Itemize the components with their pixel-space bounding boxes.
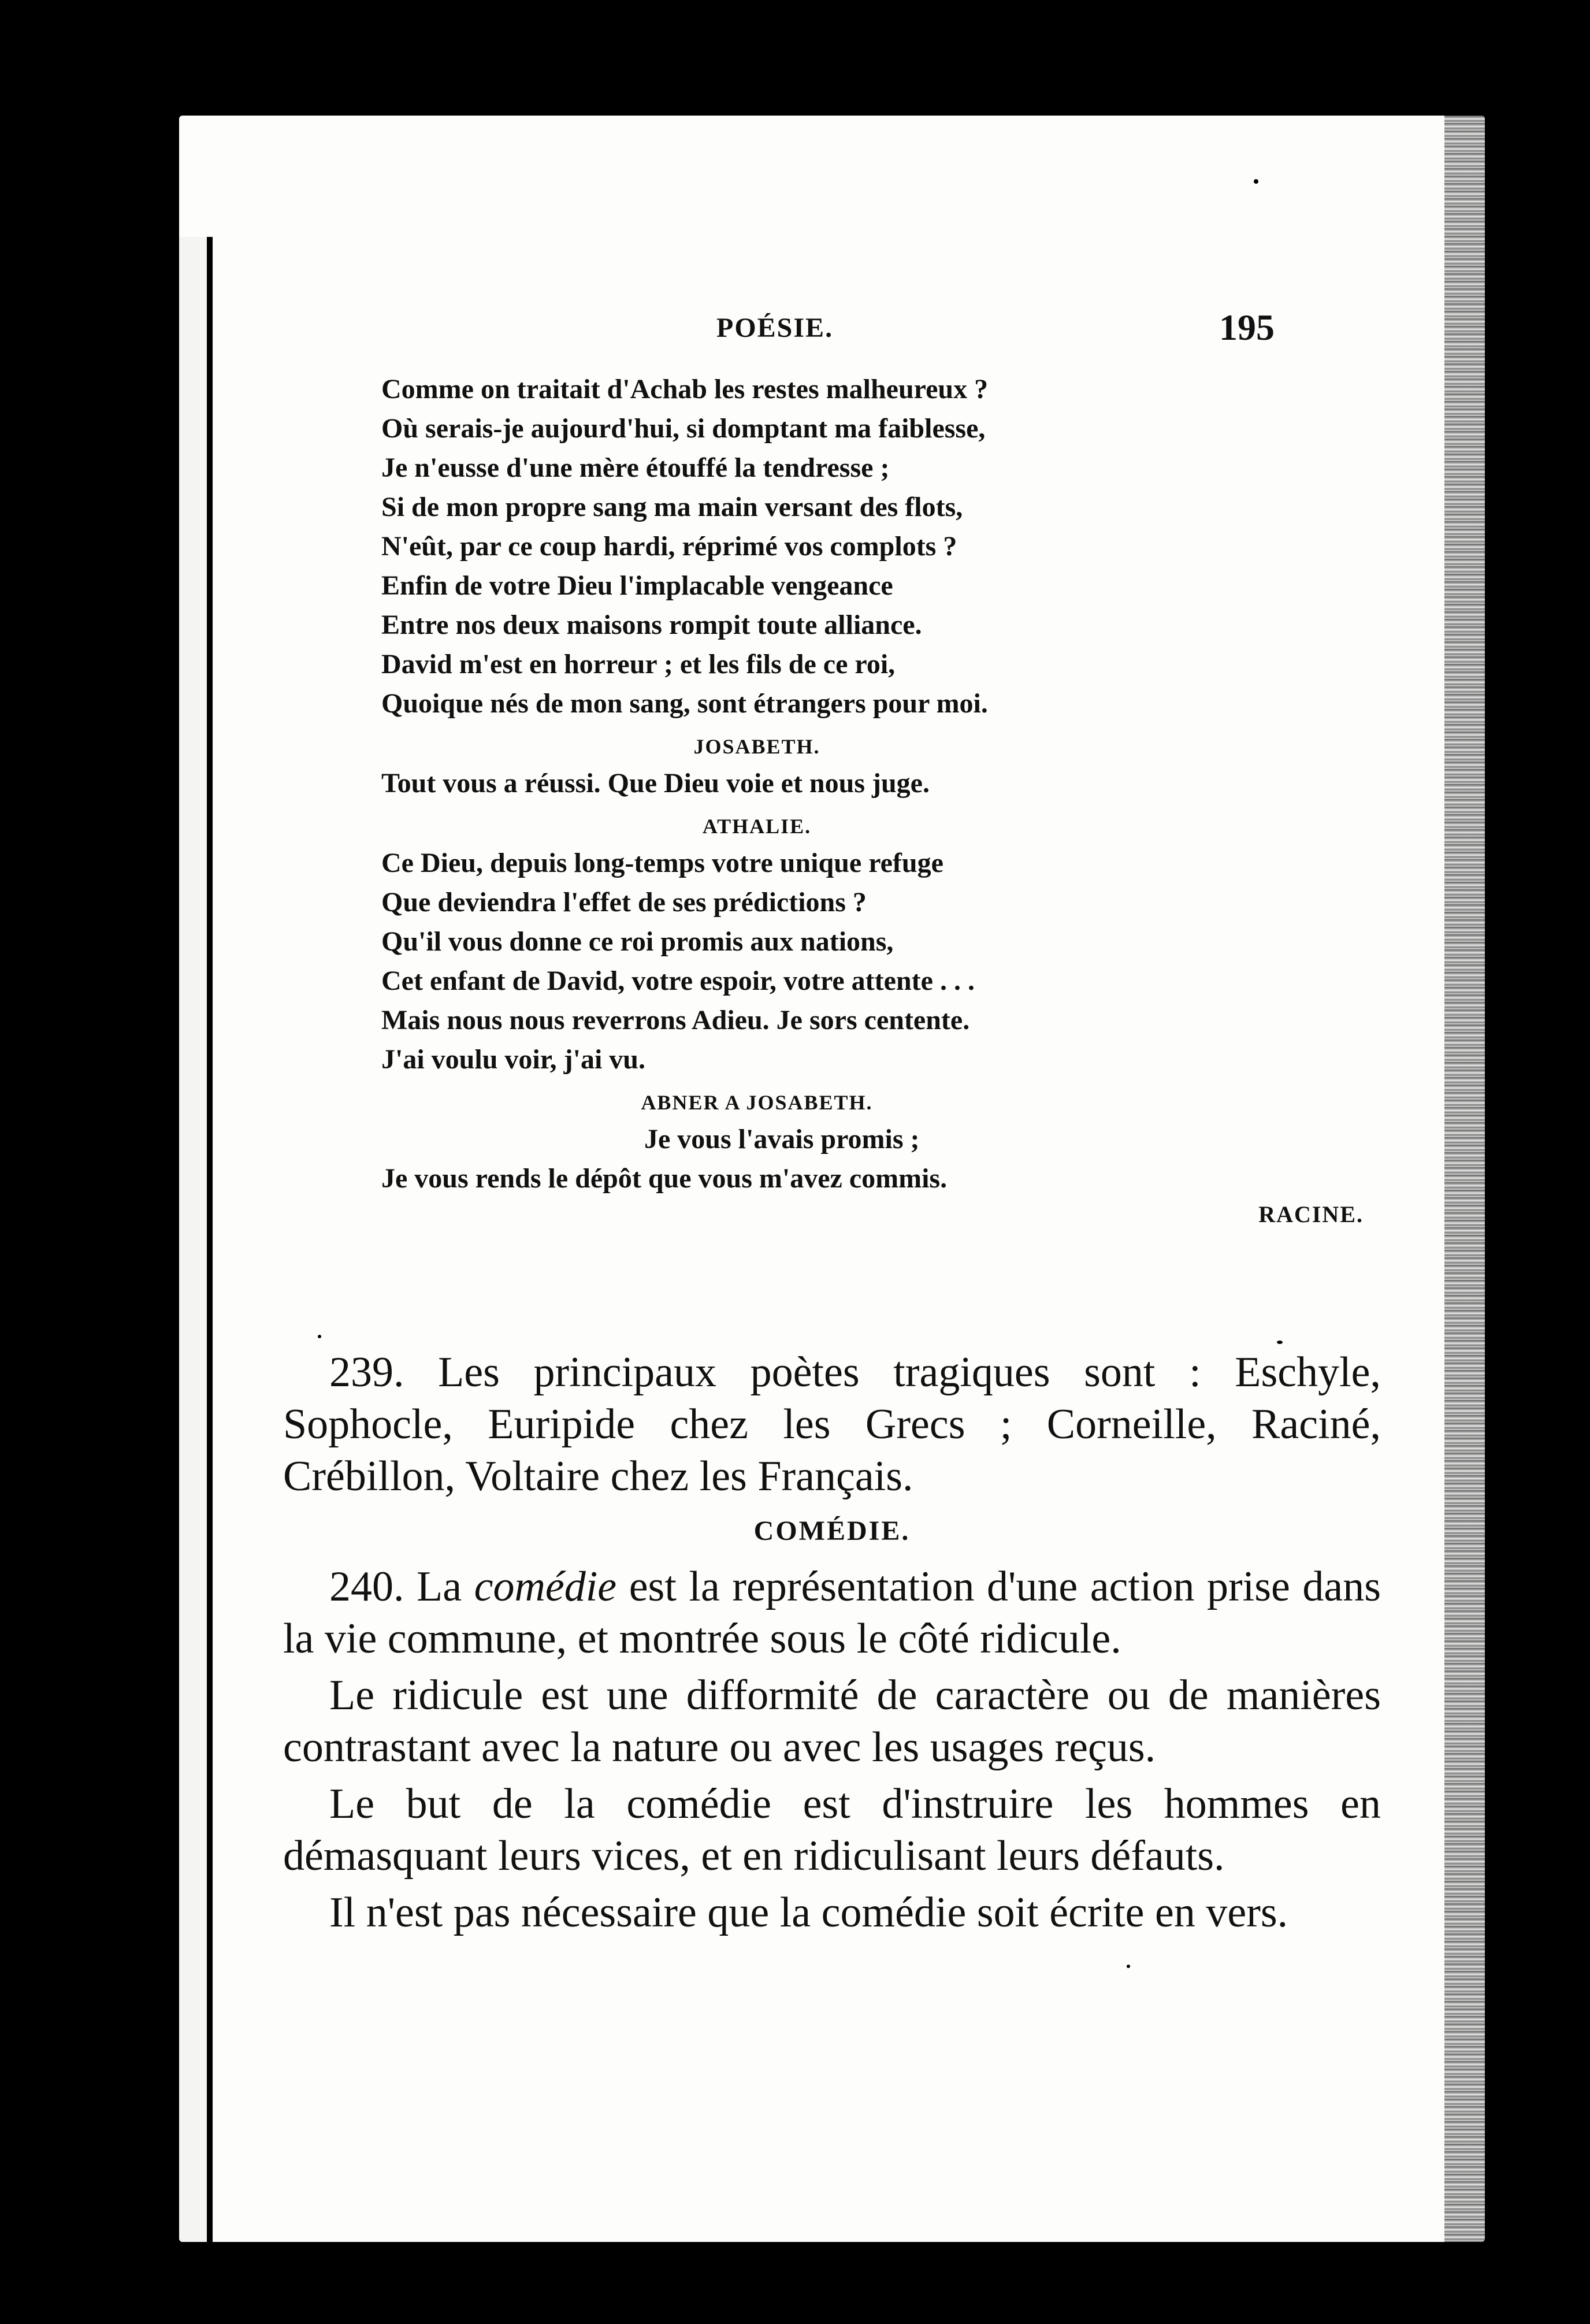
verse-line: Ce Dieu, depuis long-temps votre unique refuge [381,848,943,878]
verse-line: Comme on traitait d'Achab les restes malheureux ? [381,374,989,404]
running-head: POÉSIE. [716,313,834,343]
verse-line: N'eût, par ce coup hardi, réprimé vos complots ? [381,531,957,562]
print-speck [1127,1965,1130,1968]
page-header [179,306,1433,358]
book-page [179,116,1485,2242]
paragraph-text: est la représentation d'une action prise dans la vie commune, et montrée sous le côté ridicule. [283,1563,1381,1662]
prose-section [283,1346,1381,1943]
verse-line: Enfin de votre Dieu l'implacable vengeance [381,570,893,601]
verse-line: Qu'il vous donne ce roi promis aux nations, [381,926,894,957]
paragraph: Il n'est pas nécessaire que la comédie soit écrite en vers. [329,1889,1288,1936]
verse-line: Où serais-je aujourd'hui, si domptant ma faiblesse, [381,413,986,444]
emphasis-term: comédie [474,1563,617,1610]
speaker-name: JOSABETH. [693,735,820,758]
verse-line: Tout vous a réussi. Que Dieu voie et nous juge. [381,768,930,799]
page-spine-shadow [179,237,213,2242]
print-speck [1254,179,1258,184]
verse-line: Mais nous nous reverrons Adieu. Je sors centente. [381,1005,970,1035]
verse-line: David m'est en horreur ; et les fils de ce roi, [381,649,896,680]
print-speck [318,1335,321,1338]
speaker-name: ATHALIE. [702,815,812,838]
verse-line: Entre nos deux maisons rompit toute alliance. [381,610,922,640]
author-attribution: RACINE. [1258,1201,1364,1227]
verse-line: J'ai voulu voir, j'ai vu. [381,1044,645,1075]
paragraph-text: Les principaux poètes tragiques sont : Eschyle, Sophocle, Euripide chez les Grecs ; Corneille, Raciné, Crébillon, Voltaire chez les Français. [283,1349,1381,1500]
verse-line: Si de mon propre sang ma main versant des flots, [381,492,963,522]
paragraph: Le ridicule est une difformité de caractère ou de manières contrastant avec la nature ou avec les usages reçus. [283,1672,1381,1771]
verse-line: Je vous l'avais promis ; [644,1124,920,1154]
paragraph-240 [283,1561,1381,1665]
print-speck [1277,1341,1283,1344]
verse-line: Que deviendra l'effet de ses prédictions ? [381,887,867,918]
paragraph-number: 239. [329,1349,404,1396]
section-title: COMÉDIE. [753,1516,911,1546]
verse-line: Je n'eusse d'une mère étouffé la tendresse ; [381,452,890,483]
paragraph-text: La [417,1563,462,1610]
verse-line: Je vous rends le dépôt que vous m'avez commis. [381,1163,948,1194]
paragraph: Le but de la comédie est d'instruire les hommes en démasquant leurs vices, et en ridiculisant leurs défauts. [283,1780,1381,1880]
verse-excerpt [381,370,1364,1231]
paragraph-number: 240. [329,1563,404,1610]
speaker-name: ABNER A JOSABETH. [641,1091,873,1114]
verse-line: Quoique nés de mon sang, sont étrangers pour moi. [381,688,988,719]
verse-line: Cet enfant de David, votre espoir, votre attente . . . [381,966,975,996]
paragraph-239 [283,1346,1381,1502]
page-edge-shadow [1444,116,1485,2242]
page-number: 195 [1219,307,1275,348]
